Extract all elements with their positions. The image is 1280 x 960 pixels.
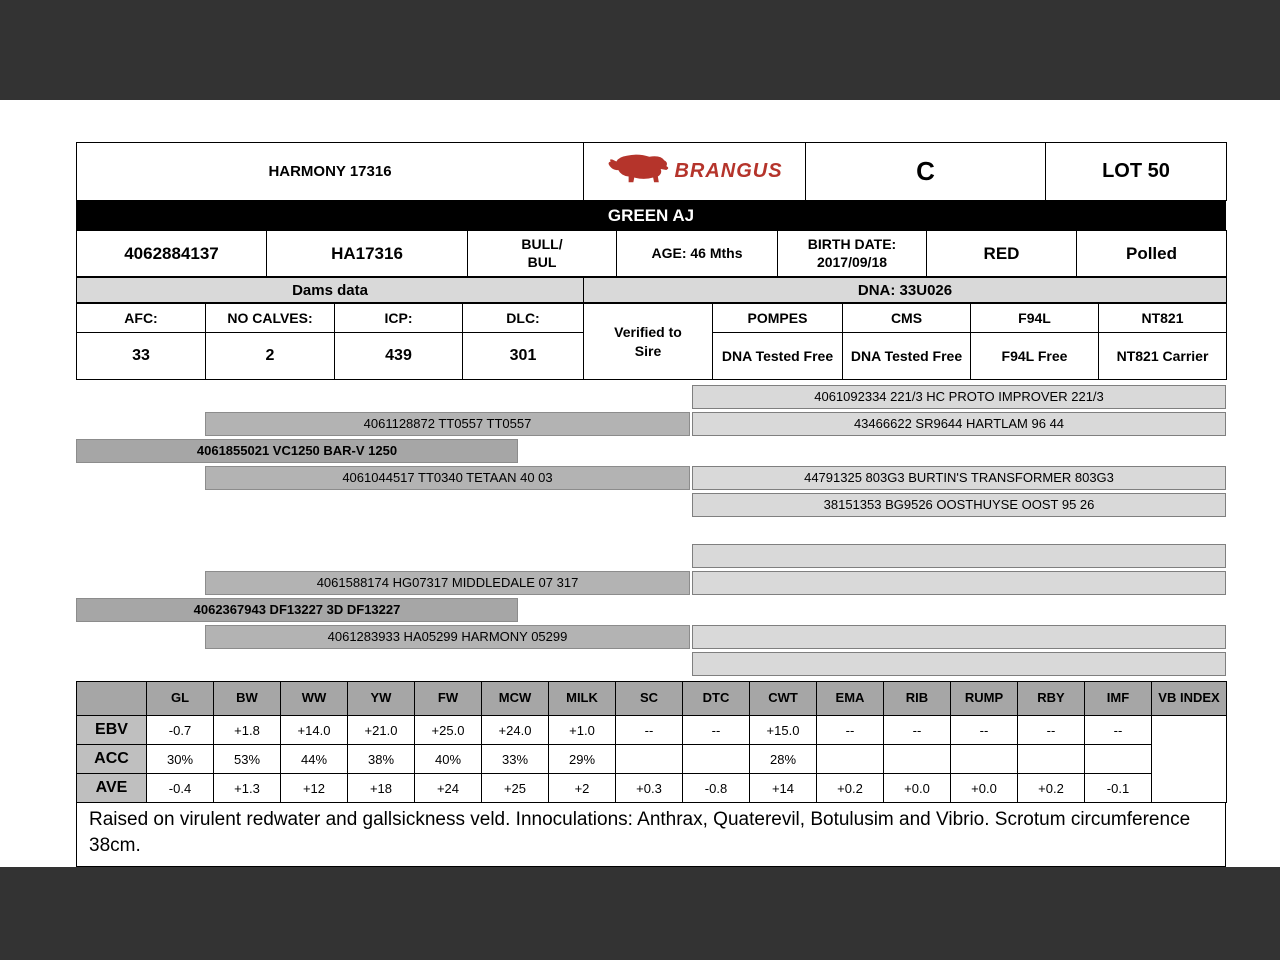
dna-test-result-f94l: F94L Free xyxy=(971,333,1099,380)
ebv-col-header: WW xyxy=(281,682,348,716)
ebv-cell xyxy=(884,745,951,774)
dna-test-label-nt821: NT821 xyxy=(1099,304,1227,333)
owner-bar: GREEN AJ xyxy=(76,201,1226,230)
ebv-cell: +0.0 xyxy=(951,774,1018,803)
birthdate-label: BIRTH DATE: xyxy=(807,236,897,252)
ebv-cell: +0.2 xyxy=(817,774,884,803)
ebv-cell xyxy=(951,745,1018,774)
ebv-cell: +0.3 xyxy=(616,774,683,803)
birthdate-cell xyxy=(778,231,927,277)
ebv-table xyxy=(76,681,1227,803)
ebv-col-header: VB INDEX xyxy=(1152,682,1227,716)
stat-value-no-calves: 2 xyxy=(206,333,335,380)
ebv-cell xyxy=(817,745,884,774)
ebv-row-label: EBV xyxy=(77,716,147,745)
dna-header: DNA: 33U026 xyxy=(584,278,1227,303)
ebv-cell: -0.7 xyxy=(147,716,214,745)
ebv-cell xyxy=(616,745,683,774)
table-row xyxy=(77,745,1227,774)
bull-icon xyxy=(606,152,672,191)
ebv-cell: -- xyxy=(951,716,1018,745)
pedigree-sire-sire-bar: 4061128872 TT0557 TT0557 xyxy=(205,412,690,436)
ebv-cell: -0.8 xyxy=(683,774,750,803)
ebv-cell: +12 xyxy=(281,774,348,803)
ebv-cell: 44% xyxy=(281,745,348,774)
stat-label-afc: AFC: xyxy=(77,304,206,333)
ebv-cell: 29% xyxy=(549,745,616,774)
section-band xyxy=(76,277,1227,303)
pedigree-dam-dam-bar: 4061283933 HA05299 HARMONY 05299 xyxy=(205,625,690,649)
catalog-sheet xyxy=(0,100,1280,867)
ebv-corner-cell xyxy=(77,682,147,716)
ebv-col-header: BW xyxy=(214,682,281,716)
catalog-document xyxy=(76,142,1226,867)
tag-number: HA17316 xyxy=(267,231,468,277)
ebv-cell: -- xyxy=(1085,716,1152,745)
ebv-cell: +14.0 xyxy=(281,716,348,745)
age-cell: AGE: 46 Mths xyxy=(617,231,778,277)
verified-line2: Sire xyxy=(634,342,662,359)
stat-value-dlc: 301 xyxy=(463,333,584,380)
ebv-col-header: RIB xyxy=(884,682,951,716)
ebv-col-header: DTC xyxy=(683,682,750,716)
ebv-cell: 33% xyxy=(482,745,549,774)
ebv-row-label: AVE xyxy=(77,774,147,803)
ebv-col-header: SC xyxy=(616,682,683,716)
pedigree-chart xyxy=(76,385,1226,676)
stats-table xyxy=(76,303,1227,380)
pedigree-great-grandparent-box: 4061092334 221/3 HC PROTO IMPROVER 221/3 xyxy=(692,385,1226,409)
dna-test-label-cms: CMS xyxy=(843,304,971,333)
dna-test-result-nt821: NT821 Carrier xyxy=(1099,333,1227,380)
pedigree-great-grandparent-box: 44791325 803G3 BURTIN'S TRANSFORMER 803G3 xyxy=(692,466,1226,490)
ebv-cell: +21.0 xyxy=(348,716,415,745)
sex-line2: BUL xyxy=(527,253,557,270)
pedigree-great-grandparent-box xyxy=(692,544,1226,568)
dna-test-label-pompes: POMPES xyxy=(713,304,843,333)
pedigree-dam-bar: 4062367943 DF13227 3D DF13227 xyxy=(76,598,518,622)
ebv-cell: -- xyxy=(1018,716,1085,745)
ebv-cell xyxy=(1018,745,1085,774)
colour-cell: RED xyxy=(927,231,1077,277)
ebv-cell: +0.0 xyxy=(884,774,951,803)
pedigree-great-grandparent-box: 43466622 SR9644 HARTLAM 96 44 xyxy=(692,412,1226,436)
ebv-cell xyxy=(683,745,750,774)
verified-to-sire-cell xyxy=(584,304,713,380)
ebv-col-header: FW xyxy=(415,682,482,716)
animal-name: HARMONY 17316 xyxy=(77,143,584,201)
brand-logo-cell xyxy=(584,143,806,201)
ebv-cell: +25 xyxy=(482,774,549,803)
ebv-col-header: RUMP xyxy=(951,682,1018,716)
dams-data-header: Dams data xyxy=(77,278,584,303)
ebv-col-header: MCW xyxy=(482,682,549,716)
ebv-col-header: MILK xyxy=(549,682,616,716)
footer-note: Raised on virulent redwater and gallsickness veld. Innoculations: Anthrax, Quaterevil, Botulusim and Vibrio. Scrotum circumference 38cm. xyxy=(76,803,1226,867)
pedigree-sire-dam-bar: 4061044517 TT0340 TETAAN 40 03 xyxy=(205,466,690,490)
stat-value-afc: 33 xyxy=(77,333,206,380)
pedigree-great-grandparent-box: 38151353 BG9526 OOSTHUYSE OOST 95 26 xyxy=(692,493,1226,517)
ebv-cell: -- xyxy=(683,716,750,745)
ebv-cell: +15.0 xyxy=(750,716,817,745)
ebv-cell: +18 xyxy=(348,774,415,803)
sex-cell xyxy=(468,231,617,277)
ebv-cell: +1.3 xyxy=(214,774,281,803)
vb-index-cell xyxy=(1152,716,1227,803)
ebv-cell: 38% xyxy=(348,745,415,774)
table-row xyxy=(77,716,1227,745)
ebv-cell: +1.8 xyxy=(214,716,281,745)
verified-line1: Verified to xyxy=(614,324,682,341)
ebv-cell: +1.0 xyxy=(549,716,616,745)
ebv-cell: +0.2 xyxy=(1018,774,1085,803)
pedigree-great-grandparent-box xyxy=(692,625,1226,649)
pedigree-dam-sire-bar: 4061588174 HG07317 MIDDLEDALE 07 317 xyxy=(205,571,690,595)
ebv-cell: -- xyxy=(616,716,683,745)
ebv-cell: +24 xyxy=(415,774,482,803)
brand-name: BRANGUS xyxy=(674,160,783,182)
sex-line1: BULL/ xyxy=(521,236,563,252)
ebv-cell: +24.0 xyxy=(482,716,549,745)
ebv-cell: -- xyxy=(884,716,951,745)
lot-number: LOT 50 xyxy=(1046,143,1227,201)
ebv-cell: -0.1 xyxy=(1085,774,1152,803)
registration-number: 4062884137 xyxy=(77,231,267,277)
pedigree-great-grandparent-box xyxy=(692,571,1226,595)
dna-test-result-cms: DNA Tested Free xyxy=(843,333,971,380)
ebv-cell: +14 xyxy=(750,774,817,803)
ebv-cell: -- xyxy=(817,716,884,745)
group-letter: C xyxy=(806,143,1046,201)
header-table xyxy=(76,142,1227,201)
ebv-col-header: GL xyxy=(147,682,214,716)
stat-label-dlc: DLC: xyxy=(463,304,584,333)
pedigree-sire-bar: 4061855021 VC1250 BAR-V 1250 xyxy=(76,439,518,463)
table-row xyxy=(77,774,1227,803)
ebv-col-header: EMA xyxy=(817,682,884,716)
ebv-cell: 53% xyxy=(214,745,281,774)
ebv-col-header: RBY xyxy=(1018,682,1085,716)
ebv-col-header: YW xyxy=(348,682,415,716)
ebv-cell: +25.0 xyxy=(415,716,482,745)
stat-label-icp: ICP: xyxy=(335,304,463,333)
birthdate-value: 2017/09/18 xyxy=(816,253,888,270)
ebv-row-label: ACC xyxy=(77,745,147,774)
dna-test-label-f94l: F94L xyxy=(971,304,1099,333)
ebv-cell: +2 xyxy=(549,774,616,803)
pedigree-great-grandparent-box xyxy=(692,652,1226,676)
poll-status-cell: Polled xyxy=(1077,231,1227,277)
ebv-cell: 40% xyxy=(415,745,482,774)
ebv-cell: -0.4 xyxy=(147,774,214,803)
identity-table xyxy=(76,230,1227,277)
ebv-cell xyxy=(1085,745,1152,774)
ebv-col-header: IMF xyxy=(1085,682,1152,716)
dna-test-result-pompes: DNA Tested Free xyxy=(713,333,843,380)
ebv-cell: 28% xyxy=(750,745,817,774)
ebv-cell: 30% xyxy=(147,745,214,774)
stat-value-icp: 439 xyxy=(335,333,463,380)
stat-label-no-calves: NO CALVES: xyxy=(206,304,335,333)
ebv-col-header: CWT xyxy=(750,682,817,716)
